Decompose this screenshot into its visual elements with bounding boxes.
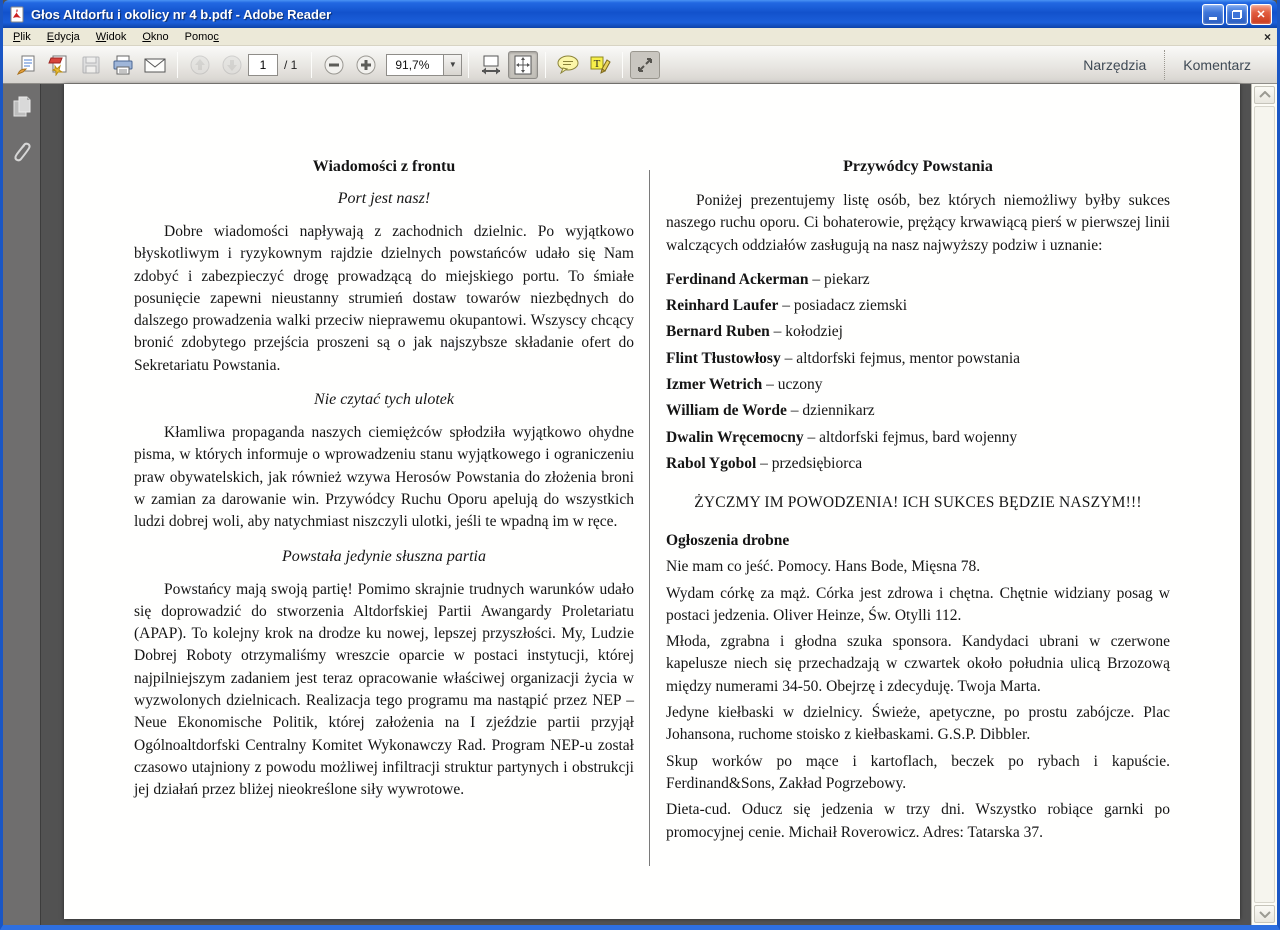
paperclip-icon [10,140,34,166]
chevron-down-icon: ▼ [448,60,457,69]
leader-name: William de Worde [666,402,787,420]
menu-bar [3,28,1277,46]
email-icon [143,54,167,76]
zoom-in-icon [355,54,377,76]
fit-page-button[interactable] [508,51,538,79]
leader-item: William de Worde – dziennikarz [666,402,875,420]
minimize-button[interactable] [1202,4,1224,25]
fit-width-icon [480,54,502,76]
comment-bubble-icon [556,54,580,76]
open-file-button[interactable] [12,51,42,79]
leader-item: Ferdinand Ackerman – piekarz [666,270,870,288]
chevron-down-icon [1259,910,1271,918]
document-canvas [41,84,1251,925]
vertical-scrollbar[interactable] [1251,84,1277,925]
section-paragraph: Kłamliwa propaganda naszych ciemiężców spłodziła wyjątkowo ohydne pisma, w których informuje o wprowadzeniu stanu wyjątkowego i ograniczeniu praw obywatelskich, jak również wzywa Herosów Powstania do złożenia broni w zamian za darowanie win. Przywódcy Ruchu Oporu apelują do wszystkich ludzi dobrej woli, aby natychmiast niszczyli ulotki, jeśli te wpadną im w ręce. [134,424,634,531]
zoom-level-value: 91,7% [386,54,444,76]
section-paragraph: Powstańcy mają swoją partię! Pomimo skrajnie trudnych warunków udało się doprowadzić do stworzenia Altdorfskiej Partii Awangardy Proletariatu (APAP). To kolejny krok na drodze ku nowej, lepszej przyszłości. My, Ludzie Dobrej Roboty otrzymaliśmy wreszcie oparcie w postaci instytucji, której najpilniejszym zadaniem jest teraz opracowanie właściwej organizacji życia w wyzwolonych dzielnicach. Realizacja tego programu ma nastąpić przez NEP – Neue Ekonomische Politik, której założenia na I zjeździe partii przyjął Ogólnoaltdorfski Centralny Komitet Wykonawczy Rad. Program NEP-u został czasowo utajniony z powodu możliwej infiltracji struktur partynych i obstrukcji jej działań przez bliżej nieokreślone siły wywrotowe. [134,580,634,799]
toolbar-separator [468,52,469,78]
attachments-button[interactable] [9,140,35,166]
zoom-dropdown-button[interactable] [444,54,462,76]
classified-ad: Skup worków po mące i kartoflach, beczek po rybach i kapuście. Ferdinand&Sons, Zakład Pogrzebowy. [666,752,1170,792]
menu-plik[interactable]: Plik [13,30,31,43]
menu-pomoc[interactable]: Pomoc [184,30,219,43]
scroll-down-button[interactable] [1254,905,1275,923]
toolbar-separator [545,52,546,78]
leader-item: Rabol Ygobol – przedsiębiorca [666,454,863,472]
zoom-out-icon [323,54,345,76]
fit-page-icon [512,54,534,76]
left-column [134,158,634,866]
menu-widok[interactable]: Widok [95,30,127,43]
close-icon: ✕ [1256,8,1266,21]
save-button[interactable] [76,51,106,79]
toolbar [3,46,1277,84]
leader-name: Rabol Ygobol [666,454,757,472]
classified-ad: Nie mam co jeść. Pomocy. Hans Bode, Mięsna 78. [666,558,981,576]
leader-name: Bernard Ruben [666,323,770,341]
leader-name: Reinhard Laufer [666,297,779,315]
tools-panel-button[interactable]: Narzędzia [1083,56,1147,73]
leader-name: Flint Tłustowłosy [666,349,781,367]
svg-text:T: T [593,57,601,70]
right-column [666,158,1170,866]
section-heading: Powstała jedynie słuszna partia [282,547,486,565]
document-close-icon[interactable]: × [1263,29,1271,44]
pdf-page [64,84,1240,919]
comment-panel-button[interactable]: Komentarz [1183,56,1251,73]
article-title: Wiadomości z frontu [312,158,456,175]
open-file-icon [16,54,38,76]
column-divider [649,170,650,866]
leader-name: Izmer Wetrich [666,376,763,394]
restore-button[interactable] [1226,4,1248,25]
scroll-up-button[interactable] [1254,86,1275,104]
classified-ad: Jedyne kiełbaski w dzielnicy. Świeże, apetyczne, po prostu zabójcze. Plac Johansona, ruchome stoisko z kiełbaskami. G.S.P. Dibbler. [666,704,1170,744]
scrollbar-thumb[interactable] [1254,106,1275,903]
leader-item: Izmer Wetrich – uczony [666,376,823,394]
classified-ad: Wydam córkę za mąż. Córka jest zdrowa i chętna. Chętnie widziany posag w postaci jedzenia. Oliver Heinze, Św. Otylli 112. [666,584,1170,624]
leader-name: Dwalin Wręcemocny [666,428,804,446]
classified-ad: Młoda, zgrabna i głodna szuka sponsora. Kandydaci ubrani w czerwone kapelusze niech się przechadzają w czwartek około południa ulicą Brzozową między numerami 34-50. Obejrzę i zdecyduję. Twoja Marta. [666,633,1170,695]
highlight-text-button[interactable] [585,51,615,79]
fullscreen-button[interactable] [630,51,660,79]
section-heading: Port jest nasz! [337,190,431,207]
section-paragraph: Dobre wiadomości napływają z zachodnich dzielnic. Po wyjątkowo błyskotliwym i ryzykownym rajdzie dzielnych powstańców udało się Nam zdobyć i zabezpieczyć drogę prowadzącą do miejskiego portu. To śmiałe posunięcie zapewni nieustanny strumień dostaw towarów niezbędnych do dalszego prowadzenia walki przeciw nieprawemu okupantowi. Wszyscy chcący bronić zdobytego przejścia proszeni są o jak najszybsze składanie ofert do Sekretariatu Powstania. [134,223,634,374]
ads-section-title: Ogłoszenia drobne [666,532,790,550]
intro-paragraph: Poniżej prezentujemy listę osób, bez których niemożliwy byłby sukces naszego ruchu oporu. Ci bohaterowie, prężący krwawiącą pierś w pierwszej linii walczących oddziałów zasługują na nasz najwyższy podziw i uznanie: [666,192,1170,254]
print-button[interactable] [108,51,138,79]
fit-width-button[interactable] [476,51,506,79]
main-area [3,84,1277,925]
toolbar-separator [311,52,312,78]
page-down-icon [221,54,243,76]
sticky-note-button[interactable] [553,51,583,79]
convert-to-pdf-icon [48,54,70,76]
close-button[interactable] [1250,4,1272,25]
section-heading: Nie czytać tych ulotek [314,391,454,409]
leader-item: Dwalin Wręcemocny – altdorfski fejmus, bard wojenny [666,428,1018,446]
zoom-level-combo[interactable] [386,54,462,76]
chevron-up-icon [1259,91,1271,99]
article-title: Przywódcy Powstania [843,158,993,175]
restore-icon [1232,10,1242,19]
page-thumbnails-button[interactable] [9,94,35,120]
previous-page-button[interactable] [185,51,215,79]
print-icon [112,54,134,76]
navigation-sidebar [3,84,41,925]
toolbar-separator [177,52,178,78]
leader-item: Flint Tłustowłosy – altdorfski fejmus, mentor powstania [666,349,1021,367]
menu-okno[interactable]: Okno [142,30,169,43]
leader-item: Bernard Ruben – kołodziej [666,323,843,341]
window-title: Głos Altdorfu i okolicy nr 4 b.pdf - Adobe Reader [31,6,332,22]
leader-item: Reinhard Laufer – posiadacz ziemski [666,297,908,315]
classified-ad: Dieta-cud. Oducz się jedzenia w trzy dni. Wszystko robiące garnki po promocyjnej cenie. Michaił Roverowicz. Adres: Tatarska 37. [666,801,1170,841]
title-bar [3,0,1277,28]
email-button[interactable] [140,51,170,79]
next-page-button[interactable] [217,51,247,79]
highlight-text-icon [588,54,612,76]
convert-to-pdf-button[interactable] [44,51,74,79]
leader-name: Ferdinand Ackerman [666,270,809,288]
page-up-icon [189,54,211,76]
slogan-line: ŻYCZMY IM POWODZENIA! ICH SUKCES BĘDZIE NASZYM!!! [694,494,1142,512]
scrollbar-track[interactable] [1254,106,1275,903]
page-thumbnails-icon [11,95,33,119]
page-total-label: / 1 [284,57,298,72]
save-icon [81,55,101,75]
zoom-in-button[interactable] [351,51,381,79]
adobe-reader-app-icon [9,6,26,23]
page-number-input[interactable] [248,54,278,76]
toolbar-separator [622,52,623,78]
zoom-out-button[interactable] [319,51,349,79]
fullscreen-icon [635,55,655,75]
menu-edycja[interactable]: Edycja [46,30,80,43]
minimize-icon [1209,17,1217,20]
